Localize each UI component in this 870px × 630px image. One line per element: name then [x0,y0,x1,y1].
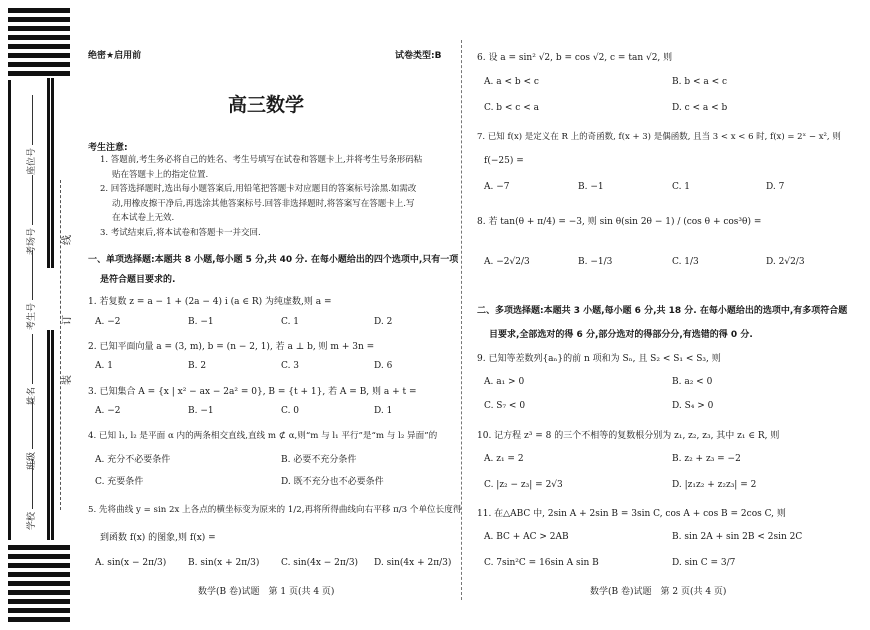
q10-option-d: D. |z₁z₂ + z₂z₃| = 2 [672,480,757,490]
q10-option-a: A. z₁ = 2 [484,454,524,464]
q8-stem: 8. 若 tan(θ + π/4) = −3, 则 sin θ(sin 2θ − 1) / (cos θ + cos³θ) = [477,217,762,227]
note-line: 1. 答题前,考生务必将自己的姓名、考生号填写在试卷和答题卡上,并将考生号条形码粘 [100,155,423,165]
q11-option-b: B. sin 2A + sin 2B < 2sin 2C [672,532,803,542]
q9-option-a: A. a₁ > 0 [484,377,525,387]
school-field[interactable]: 学校 [24,459,37,530]
q3-option-d: D. 1 [374,406,393,416]
page2-footer: 数学(B 卷)试题 第 2 页(共 4 页) [590,587,727,597]
candidate-number-field[interactable]: 考生号 [24,250,37,330]
q5-stem-cont: 到函数 f(x) 的图象,则 f(x) = [100,533,216,543]
page-title: 高三数学 [228,94,305,116]
q2-option-a: A. 1 [95,361,113,371]
note-line: 3. 考试结束后,将本试卷和答题卡一并交回. [100,227,261,238]
page-divider [461,40,462,600]
cut-mark-install: 装 [62,375,73,385]
q7-option-b: B. −1 [578,182,604,192]
section2-heading-cont: 目要求,全部选对的得 6 分,部分选对的得部分分,有选错的得 0 分. [489,330,753,340]
cut-mark-line: 线 [62,235,73,245]
q2-option-c: C. 3 [281,361,300,371]
q11-stem: 11. 在△ABC 中, 2sin A + 2sin B = 3sin C, cos A + cos B = 2cos C, 则 [477,509,786,519]
q11-option-a: A. BC + AC > 2AB [484,532,569,542]
q8-option-b: B. −1/3 [578,257,613,267]
q6-option-c: C. b < c < a [484,103,539,113]
q5-option-c: C. sin(4x − 2π/3) [281,558,359,568]
q10-stem: 10. 记方程 z³ = 8 的三个不相等的复数根分别为 z₁, z₂, z₃, 其中 z₁ ∈ R, 则 [477,431,780,441]
q1-option-d: D. 2 [374,317,393,327]
q9-stem: 9. 已知等差数列{aₙ}的前 n 项和为 Sₙ, 且 S₂ < S₁ < S₃, 则 [477,354,721,364]
name-field[interactable]: 姓名 [24,334,37,405]
q2-stem: 2. 已知平面向量 a = (3, m), b = (n − 2, 1), 若 a ⊥ b, 则 m + 3n = [88,342,375,352]
q8-option-c: C. 1/3 [672,257,699,267]
section1-heading-cont: 是符合题目要求的. [100,275,176,285]
page1-footer: 数学(B 卷)试题 第 1 页(共 4 页) [198,587,335,597]
q3-option-b: B. −1 [188,406,214,416]
cut-mark-bind: 订 [62,315,73,325]
q6-option-d: D. c < a < b [672,103,728,113]
q8-option-a: A. −2√2/3 [484,257,530,267]
note-line: 贴在答题卡上的指定位置. [112,169,209,180]
q7-option-d: D. 7 [766,182,785,192]
q1-option-b: B. −1 [188,317,214,327]
q7-option-c: C. 1 [672,182,691,192]
q6-option-a: A. a < b < c [484,77,539,87]
q5-stem: 5. 先将曲线 y = sin 2x 上各点的横坐标变为原来的 1/2,再将所得曲线向右平移 π/3 个单位长度得 [88,505,462,515]
q1-option-a: A. −2 [95,317,121,327]
exam-room-field[interactable]: 考场号 [24,175,37,255]
section2-heading: 二、多项选择题:本题共 3 小题,每小题 6 分,共 18 分. 在每小题给出的选项中,有多项符合题 [477,306,848,316]
q4-option-a: A. 充分不必要条件 [95,455,171,465]
q7-option-a: A. −7 [484,182,510,192]
q2-option-b: B. 2 [188,361,207,371]
q9-option-c: C. S₇ < 0 [484,401,526,411]
q4-option-d: D. 既不充分也不必要条件 [281,477,384,487]
q10-option-b: B. z₂ + z₃ = −2 [672,454,741,464]
class-field[interactable]: 班级 [24,399,37,470]
q5-option-b: B. sin(x + 2π/3) [188,558,260,568]
q8-option-d: D. 2√2/3 [766,257,805,267]
q7-stem: 7. 已知 f(x) 是定义在 R 上的奇函数, f(x + 3) 是偶函数, 且当 3 < x < 6 时, f(x) = 2ˣ − x², 则 [477,132,841,142]
paper-type: 试卷类型:B [395,51,442,61]
seat-number-field[interactable]: 座位号 [24,95,37,175]
notes-heading: 考生注意: [88,143,128,153]
q3-stem: 3. 已知集合 A = {x | x² − ax − 2a² = 0}, B = {t + 1}, 若 A = B, 则 a + t = [88,387,417,397]
q4-option-c: C. 充要条件 [95,477,144,487]
note-line: 动,用橡皮擦干净后,再选涂其他答案标号.回答非选择题时,将答案写在答题卡上.写 [112,198,415,209]
note-line: 2. 回答选择题时,选出每小题答案后,用铅笔把答题卡对应题目的答案标号涂黑.如需改 [100,184,417,194]
q7-stem-cont: f(−25) = [484,156,524,166]
confidential-label: 绝密★启用前 [88,51,142,61]
notes-block [100,153,450,240]
q4-stem: 4. 已知 l₁, l₂ 是平面 α 内的两条相交直线,直线 m ⊄ α,则“m 与 l₁ 平行”是“m 与 l₂ 异面”的 [88,431,438,441]
q11-option-d: D. sin C = 3/7 [672,558,736,568]
q5-option-a: A. sin(x − 2π/3) [95,558,167,568]
q3-option-a: A. −2 [95,406,121,416]
section1-heading: 一、单项选择题:本题共 8 小题,每小题 5 分,共 40 分. 在每小题给出的四个选项中,只有一项 [88,255,459,265]
q3-option-c: C. 0 [281,406,300,416]
q2-option-d: D. 6 [374,361,393,371]
note-line: 在本试卷上无效. [112,213,175,223]
q6-option-b: B. b < a < c [672,77,728,87]
q10-option-c: C. |z₂ − z₃| = 2√3 [484,480,563,490]
q11-option-c: C. 7sin²C = 16sin A sin B [484,558,599,568]
q4-option-b: B. 必要不充分条件 [281,455,357,465]
q1-stem: 1. 若复数 z = a − 1 + (2a − 4) i (a ∈ R) 为纯虚数,则 a = [88,297,332,307]
q6-stem: 6. 设 a = sin² √2, b = cos √2, c = tan √2, 则 [477,53,673,63]
q9-option-b: B. a₂ < 0 [672,377,713,387]
q1-option-c: C. 1 [281,317,300,327]
q5-option-d: D. sin(4x + 2π/3) [374,558,452,568]
q9-option-d: D. S₄ > 0 [672,401,714,411]
